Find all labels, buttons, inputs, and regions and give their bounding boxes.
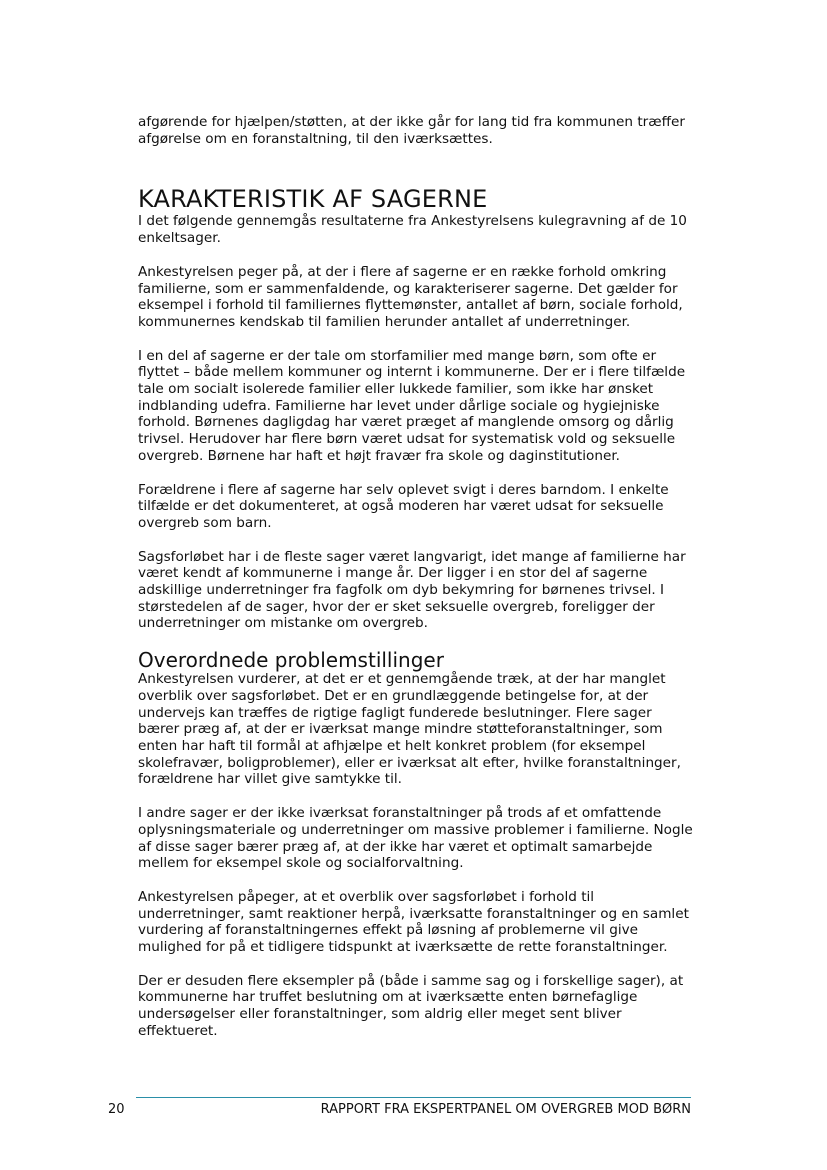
footer-rule	[136, 1097, 691, 1098]
footer-title: RAPPORT FRA EKSPERTPANEL OM OVERGREB MOD BØRN	[320, 1102, 691, 1117]
body-paragraph: Ankestyrelsen vurderer, at det er et gennemgående træk, at der har manglet overblik over sagsforløbet. Det er en grundlæggende betingelse for, at der undervejs kan træffes de rigtige fagligt funderede beslutninger. Flere sager bærer præg af, at der er iværksat mange mindre støtteforanstaltninger, som enten har haft til formål at afhjælpe et helt konkret problem (for eksempel skolefravær, boligproblemer), eller er iværksat alt efter, hvilke foranstaltninger, forældrene har villet give samtykke til.	[138, 671, 681, 788]
body-paragraph: Ankestyrelsen påpeger, at et overblik over sagsforløbet i forhold til underretninger, samt reaktioner herpå, iværksatte foranstaltninger og en samlet vurdering af foranstaltningernes effekt på løsning af problemerne vil give mulighed for på et tidligere tidspunkt at iværksætte de rette foranstaltninger.	[138, 888, 689, 956]
body-paragraph: Der er desuden flere eksempler på (både i samme sag og i forskellige sager), at kommunerne har truffet beslutning om at iværksætte enten børnefaglige undersøgelser eller foranstaltninger, som aldrig eller meget sent bliver effektueret.	[138, 972, 684, 1039]
intro-paragraph: afgørende for hjælpen/støtten, at der ikke går for lang tid fra kommunen træffer afgørelse om en foranstaltning, til den iværksættes.	[138, 114, 685, 147]
body-paragraph: I det følgende gennemgås resultaterne fra Ankestyrelsens kulegravning af de 10 enkeltsager.	[138, 213, 687, 247]
section-heading: KARAKTERISTIK AF SAGERNE	[138, 185, 488, 214]
body-paragraph: Ankestyrelsen peger på, at der i flere af sagerne er en række forhold omkring familierne, som er sammenfaldende, og karakteriserer sagerne. Det gælder for eksempel i forhold til familiernes flyttemønster, antallet af børn, sociale forhold, kommunernes kendskab til familien herunder antallet af underretninger.	[138, 263, 683, 330]
body-paragraph: Forældrene i flere af sagerne har selv oplevet svigt i deres barndom. I enkelte tilfælde er det dokumenteret, at også moderen har været udsat for seksuelle overgreb som barn.	[138, 481, 669, 531]
subsection-heading: Overordnede problemstillinger	[138, 648, 444, 673]
body-paragraph: Sagsforløbet har i de fleste sager været langvarigt, idet mange af familierne har været kendt af kommunerne i mange år. Der ligger i en stor del af sagerne adskillige underretninger fra fagfolk om dyb bekymring for børnenes trivsel. I størstedelen af de sager, hvor der er sket seksuelle overgreb, foreligger der underretninger om mistanke om overgreb.	[138, 548, 686, 632]
body-paragraph: I andre sager er der ikke iværksat foranstaltninger på trods af et omfattende oplysningsmateriale og underretninger om massive problemer i familierne. Nogle af disse sager bærer præg af, at der ikke har været et optimalt samarbejde mellem for eksempel skole og socialforvaltning.	[138, 805, 693, 872]
body-paragraph: I en del af sagerne er der tale om storfamilier med mange børn, som ofte er flyttet – både mellem kommuner og internt i kommunerne. Der er i flere tilfælde tale om socialt isolerede familier eller lukkede familier, som ikke har ønsket indblanding udefra. Familierne har levet under dårlige sociale og hygiejniske forhold. Børnenes dagligdag har været præget af manglende omsorg og dårlig trivsel. Herudover har flere børn været udsat for systematisk vold og seksuelle overgreb. Børnene har haft et højt fravær fra skole og daginstitutioner.	[138, 347, 686, 464]
page-number: 20	[108, 1102, 125, 1117]
page-content	[138, 114, 698, 1040]
